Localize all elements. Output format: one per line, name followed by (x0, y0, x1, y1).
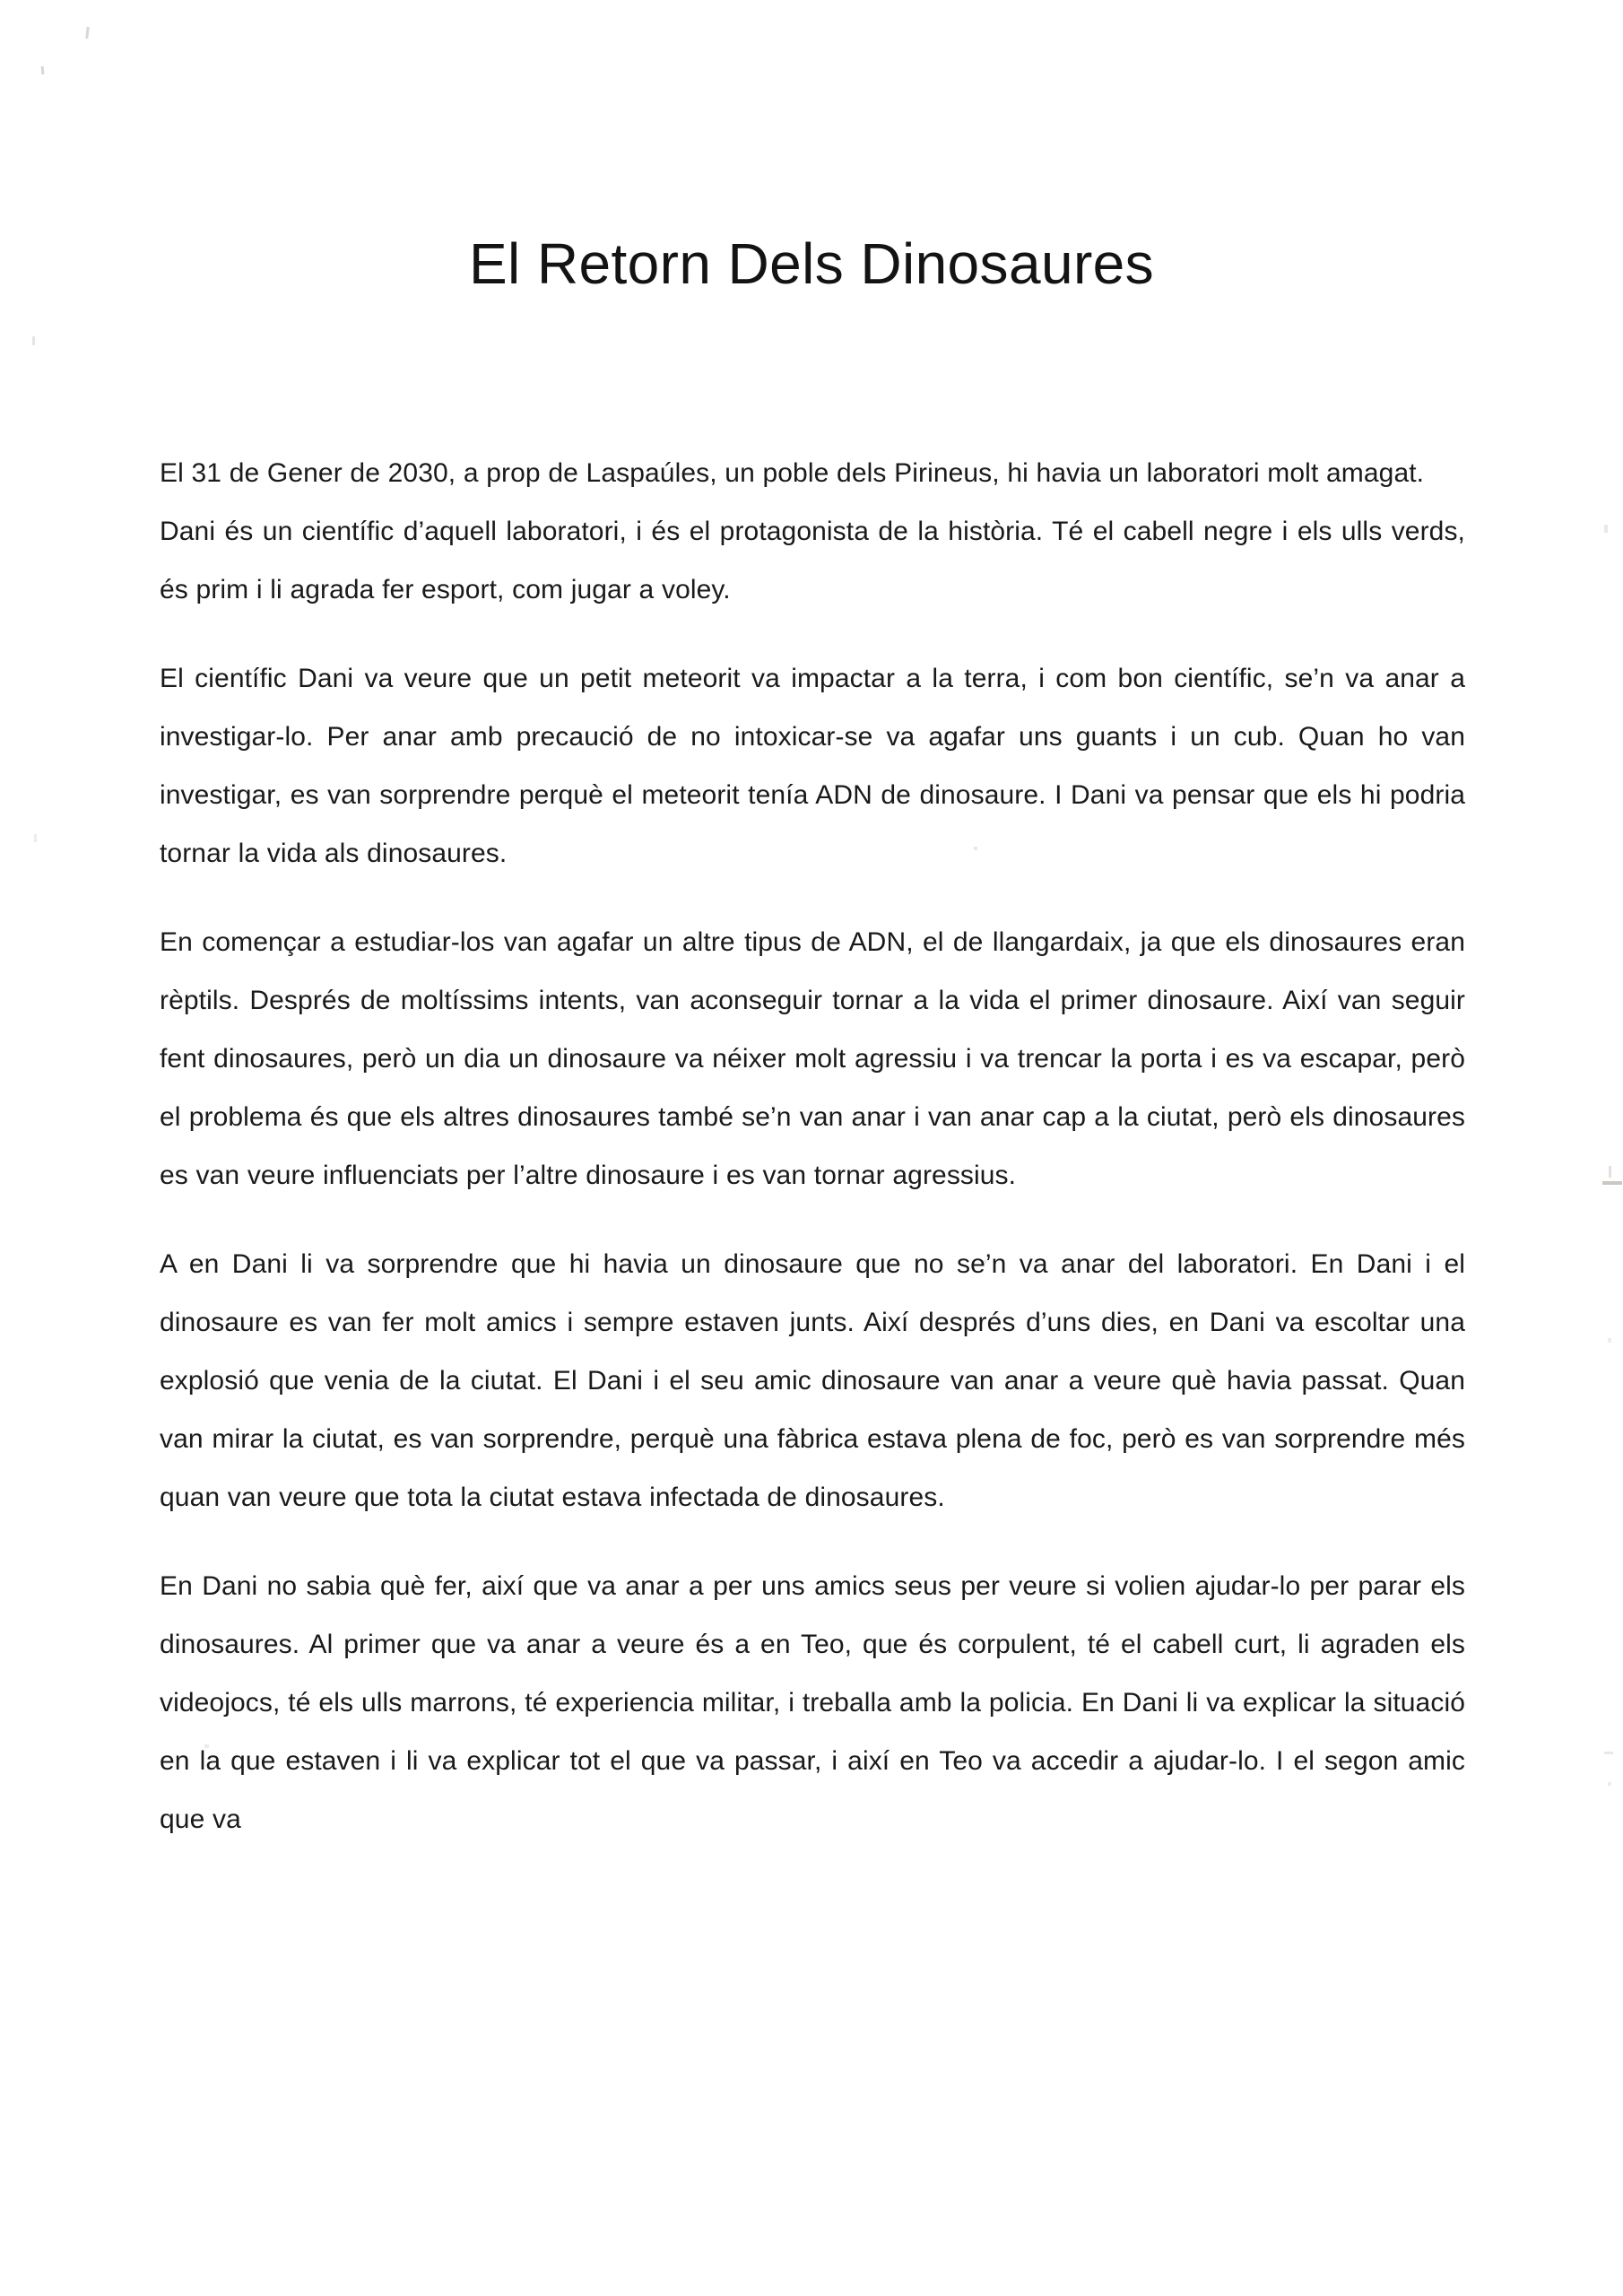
scan-speck (85, 27, 90, 39)
scan-speck (32, 336, 35, 345)
scan-speck (1609, 1166, 1611, 1178)
scan-speck (34, 834, 37, 842)
page-title: El Retorn Dels Dinosaures (468, 230, 1155, 296)
scan-speck (1608, 1338, 1611, 1343)
paragraph-intro-setting: El 31 de Gener de 2030, a prop de Laspaúles, un poble dels Pirineus, hi havia un laboratori molt amagat. (160, 458, 1425, 488)
paragraph-meteorite: El científic Dani va veure que un petit meteorit va impactar a la terra, i com bon científic, se’n va anar a investigar-lo. Per anar amb precaució de no intoxicar-se va agafar uns guants i un cub. Quan ho van investigar, es van sorprendre perquè el meteorit tenía ADN de dinosaure. I Dani va pensar que els hi podria tornar la vida als dinosaures. (160, 664, 1465, 868)
paragraph-teo: En Dani no sabia què fer, així que va anar a per uns amics seus per veure si volien ajudar-lo per parar els dinosaures. Al primer que va anar a veure és a en Teo, que és corpulent, té el cabell curt, li agraden els videojocs, té els ulls marrons, té experiencia militar, i treballa amb la policia. En Dani li va explicar la situació en la que estaven i li va explicar tot el que va passar, i així en Teo va accedir a ajudar-lo. I el segon amic que va (160, 1571, 1465, 1834)
document-body (160, 444, 1465, 1848)
scan-speck (1604, 1752, 1613, 1754)
scan-speck (41, 66, 45, 74)
paragraph-intro-character: Dani és un científic d’aquell laboratori, i és el protagonista de la història. Té el cabell negre i els ulls verds, és prim i li agrada fer esport, com jugar a voley. (160, 517, 1465, 604)
paragraph-friend-dinosaur: A en Dani li va sorprendre que hi havia un dinosaure que no se’n va anar del laboratori. En Dani i el dinosaure es van fer molt amics i sempre estaven junts. Així després d’uns dies, en Dani va escoltar una explosió que venia de la ciutat. El Dani i el seu amic dinosaure van anar a veure què havia passat. Quan van mirar la ciutat, es van sorprendre, perquè una fàbrica estava plena de foc, però es van sorprendre més quan van veure que tota la ciutat estava infectada de dinosaures. (160, 1249, 1465, 1512)
paragraph-dna-experiments: En començar a estudiar-los van agafar un altre tipus de ADN, el de llangardaix, ja que els dinosaures eran rèptils. Després de moltíssims intents, van aconseguir tornar a la vida el primer dinosaure. Així van seguir fent dinosaures, però un dia un dinosaure va néixer molt agressiu i va trencar la porta i es va escapar, però el problema és que els altres dinosaures també se’n van anar i van anar cap a la ciutat, però els dinosaures es van veure influenciats per l’altre dinosaure i es van tornar agressius. (160, 927, 1465, 1190)
scan-speck (1604, 525, 1608, 533)
scan-speck (1608, 1782, 1611, 1786)
scan-speck (1602, 1181, 1622, 1185)
